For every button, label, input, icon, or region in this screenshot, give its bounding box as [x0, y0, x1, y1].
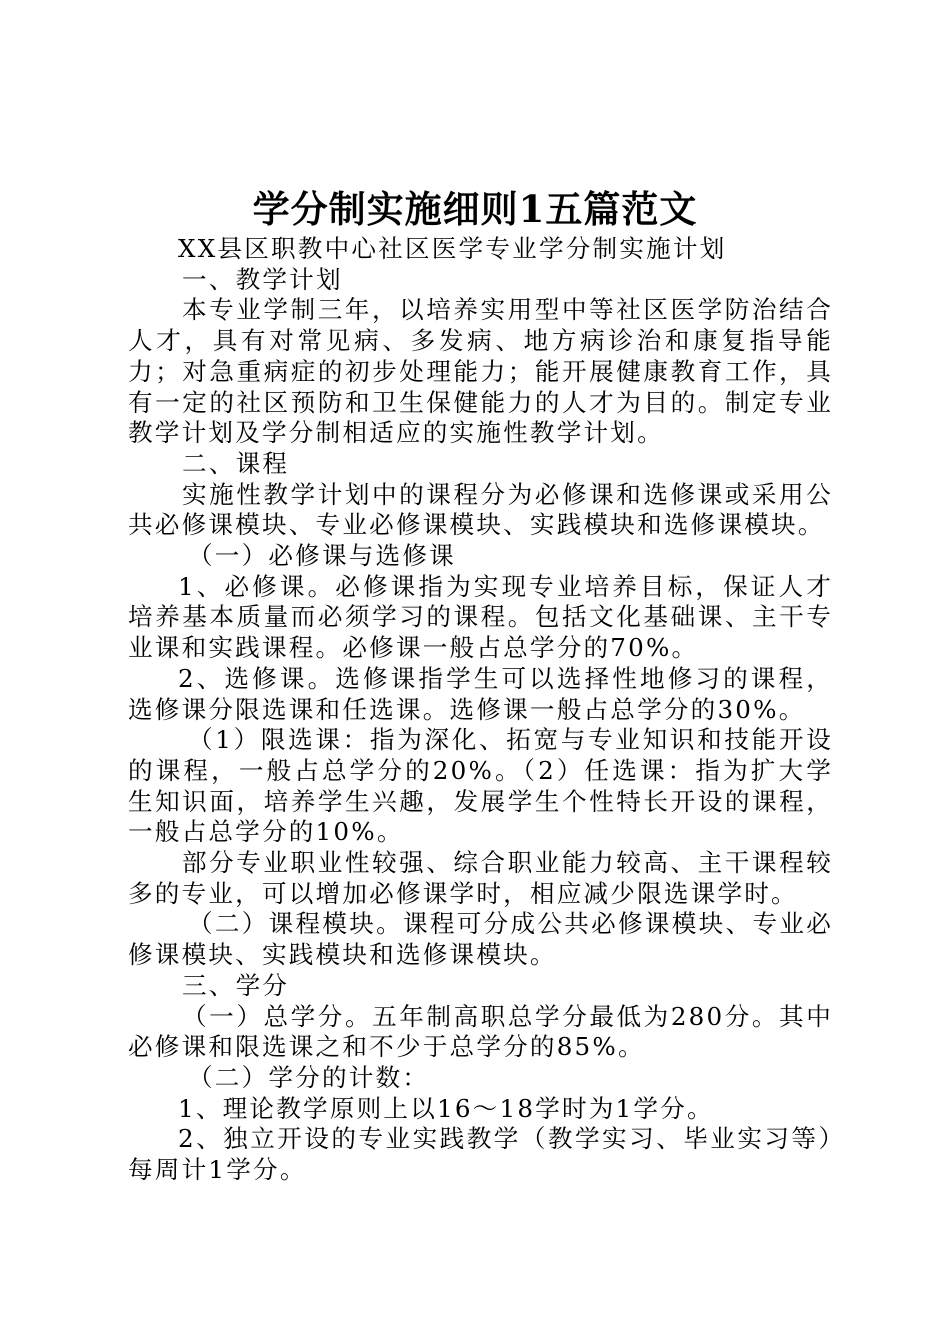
section-heading-courses: 二、课程 — [182, 448, 290, 478]
paragraph: 2、选修课。选修课指学生可以选择性地修习的课程，选修课分限选课和任选课。选修课一般占总学分的30%。 — [128, 663, 833, 724]
subsection-heading: （一）必修课与选修课 — [188, 541, 456, 571]
paragraph-subtitle: XX县区职教中心社区医学专业学分制实施计划 — [178, 234, 727, 263]
subsection-heading: （二）学分的计数： — [188, 1062, 430, 1092]
paragraph: 部分专业职业性较强、综合职业能力较高、主干课程较多的专业，可以增加必修课学时，相应减少限选课学时。 — [128, 848, 833, 908]
document-body — [128, 234, 833, 1186]
paragraph: 1、必修课。必修课指为实现专业培养目标，保证人才培养基本质量而必须学习的课程。包括文化基础课、主干专业课和实践课程。必修课一般占总学分的70%。 — [128, 571, 833, 663]
section-heading-teaching-plan: 一、教学计划 — [182, 264, 343, 294]
paragraph: （二）课程模块。课程可分成公共必修课模块、专业必修课模块、实践模块和选修课模块。 — [128, 909, 833, 970]
section-heading-credits: 三、学分 — [182, 970, 290, 1000]
paragraph: 1、理论教学原则上以16～18学时为1学分。 — [178, 1093, 714, 1123]
paragraph: 本专业学制三年，以培养实用型中等社区医学防治结合人才，具有对常见病、多发病、地方病诊治和康复指导能力；对急重病症的初步处理能力；能开展健康教育工作，具有一定的社区预防和卫生保健能力的人才为目的。制定专业教学计划及学分制相适应的实施性教学计划。 — [128, 295, 833, 448]
paragraph: 实施性教学计划中的课程分为必修课和选修课或采用公共必修课模块、专业必修课模块、实践模块和选修课模块。 — [128, 479, 833, 540]
paragraph: 2、独立开设的专业实践教学（教学实习、毕业实习等）每周计1学分。 — [128, 1124, 833, 1185]
paragraph: （1）限选课：指为深化、拓宽与专业知识和技能开设的课程，一般占总学分的20%。（2）任选课：指为扩大学生知识面，培养学生兴趣，发展学生个性特长开设的课程，一般占总学分的10%。 — [128, 725, 833, 847]
document-title: 学分制实施细则1五篇范文 — [252, 187, 698, 231]
paragraph: （一）总学分。五年制高职总学分最低为280分。其中必修课和限选课之和不少于总学分的85%。 — [128, 1001, 833, 1062]
